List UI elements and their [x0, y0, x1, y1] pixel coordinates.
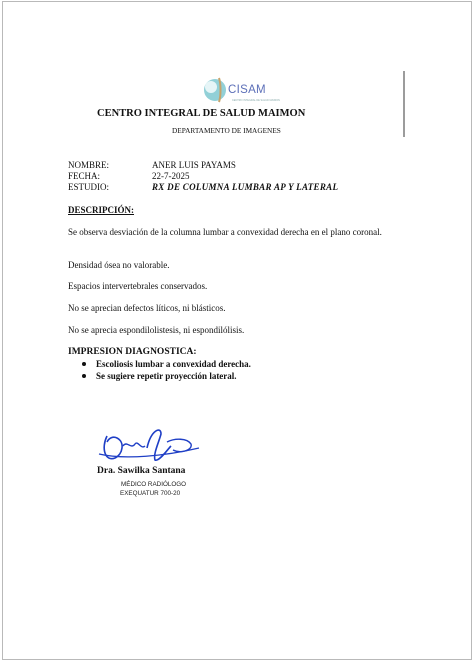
center-name: CENTRO INTEGRAL DE SALUD MAIMON: [97, 108, 306, 119]
bullet-icon: [82, 374, 86, 378]
study-label: ESTUDIO:: [68, 182, 109, 192]
exam-date: 22-7-2025: [152, 171, 190, 181]
doctor-name: Dra. Sawilka Santana: [97, 466, 186, 476]
finding-paragraph: No se aprecian defectos líticos, ni blásticos.: [68, 303, 226, 313]
name-label: NOMBRE:: [68, 160, 110, 170]
handwritten-signature-icon: [95, 420, 205, 470]
department-name: DEPARTAMENTO DE IMAGENES: [172, 126, 281, 135]
description-title: DESCRIPCIÓN:: [68, 205, 135, 215]
impression-item-text: Se sugiere repetir proyección lateral.: [96, 371, 237, 381]
finding-paragraph: No se aprecia espondilolistesis, ni espondilólisis.: [68, 325, 245, 335]
header-vertical-rule: [403, 71, 405, 137]
date-label: FECHA:: [68, 171, 101, 181]
doctor-registration: EXEQUATUR 700-20: [120, 490, 181, 497]
finding-paragraph: Espacios intervertebrales conservados.: [68, 281, 208, 291]
impression-item-text: Escoliosis lumbar a convexidad derecha.: [96, 359, 251, 369]
logo-text: CISAM: [228, 84, 266, 96]
finding-paragraph: Se observa desviación de la columna lumbar a convexidad derecha en el plano coronal.: [68, 227, 382, 237]
impression-title: IMPRESION DIAGNOSTICA:: [68, 347, 197, 357]
study-type: RX DE COLUMNA LUMBAR AP Y LATERAL: [152, 182, 339, 192]
impression-item: [82, 358, 251, 370]
logo-subtext: CENTRO INTEGRAL DE SALUD MAIMON: [232, 99, 280, 102]
bullet-icon: [82, 362, 86, 366]
impression-list: [82, 358, 251, 382]
impression-item: [82, 370, 251, 382]
patient-name: ANER LUIS PAYAMS: [152, 160, 236, 170]
doctor-title: MÉDICO RADIÓLOGO: [121, 481, 187, 488]
finding-paragraph: Densidad ósea no valorable.: [68, 260, 170, 270]
